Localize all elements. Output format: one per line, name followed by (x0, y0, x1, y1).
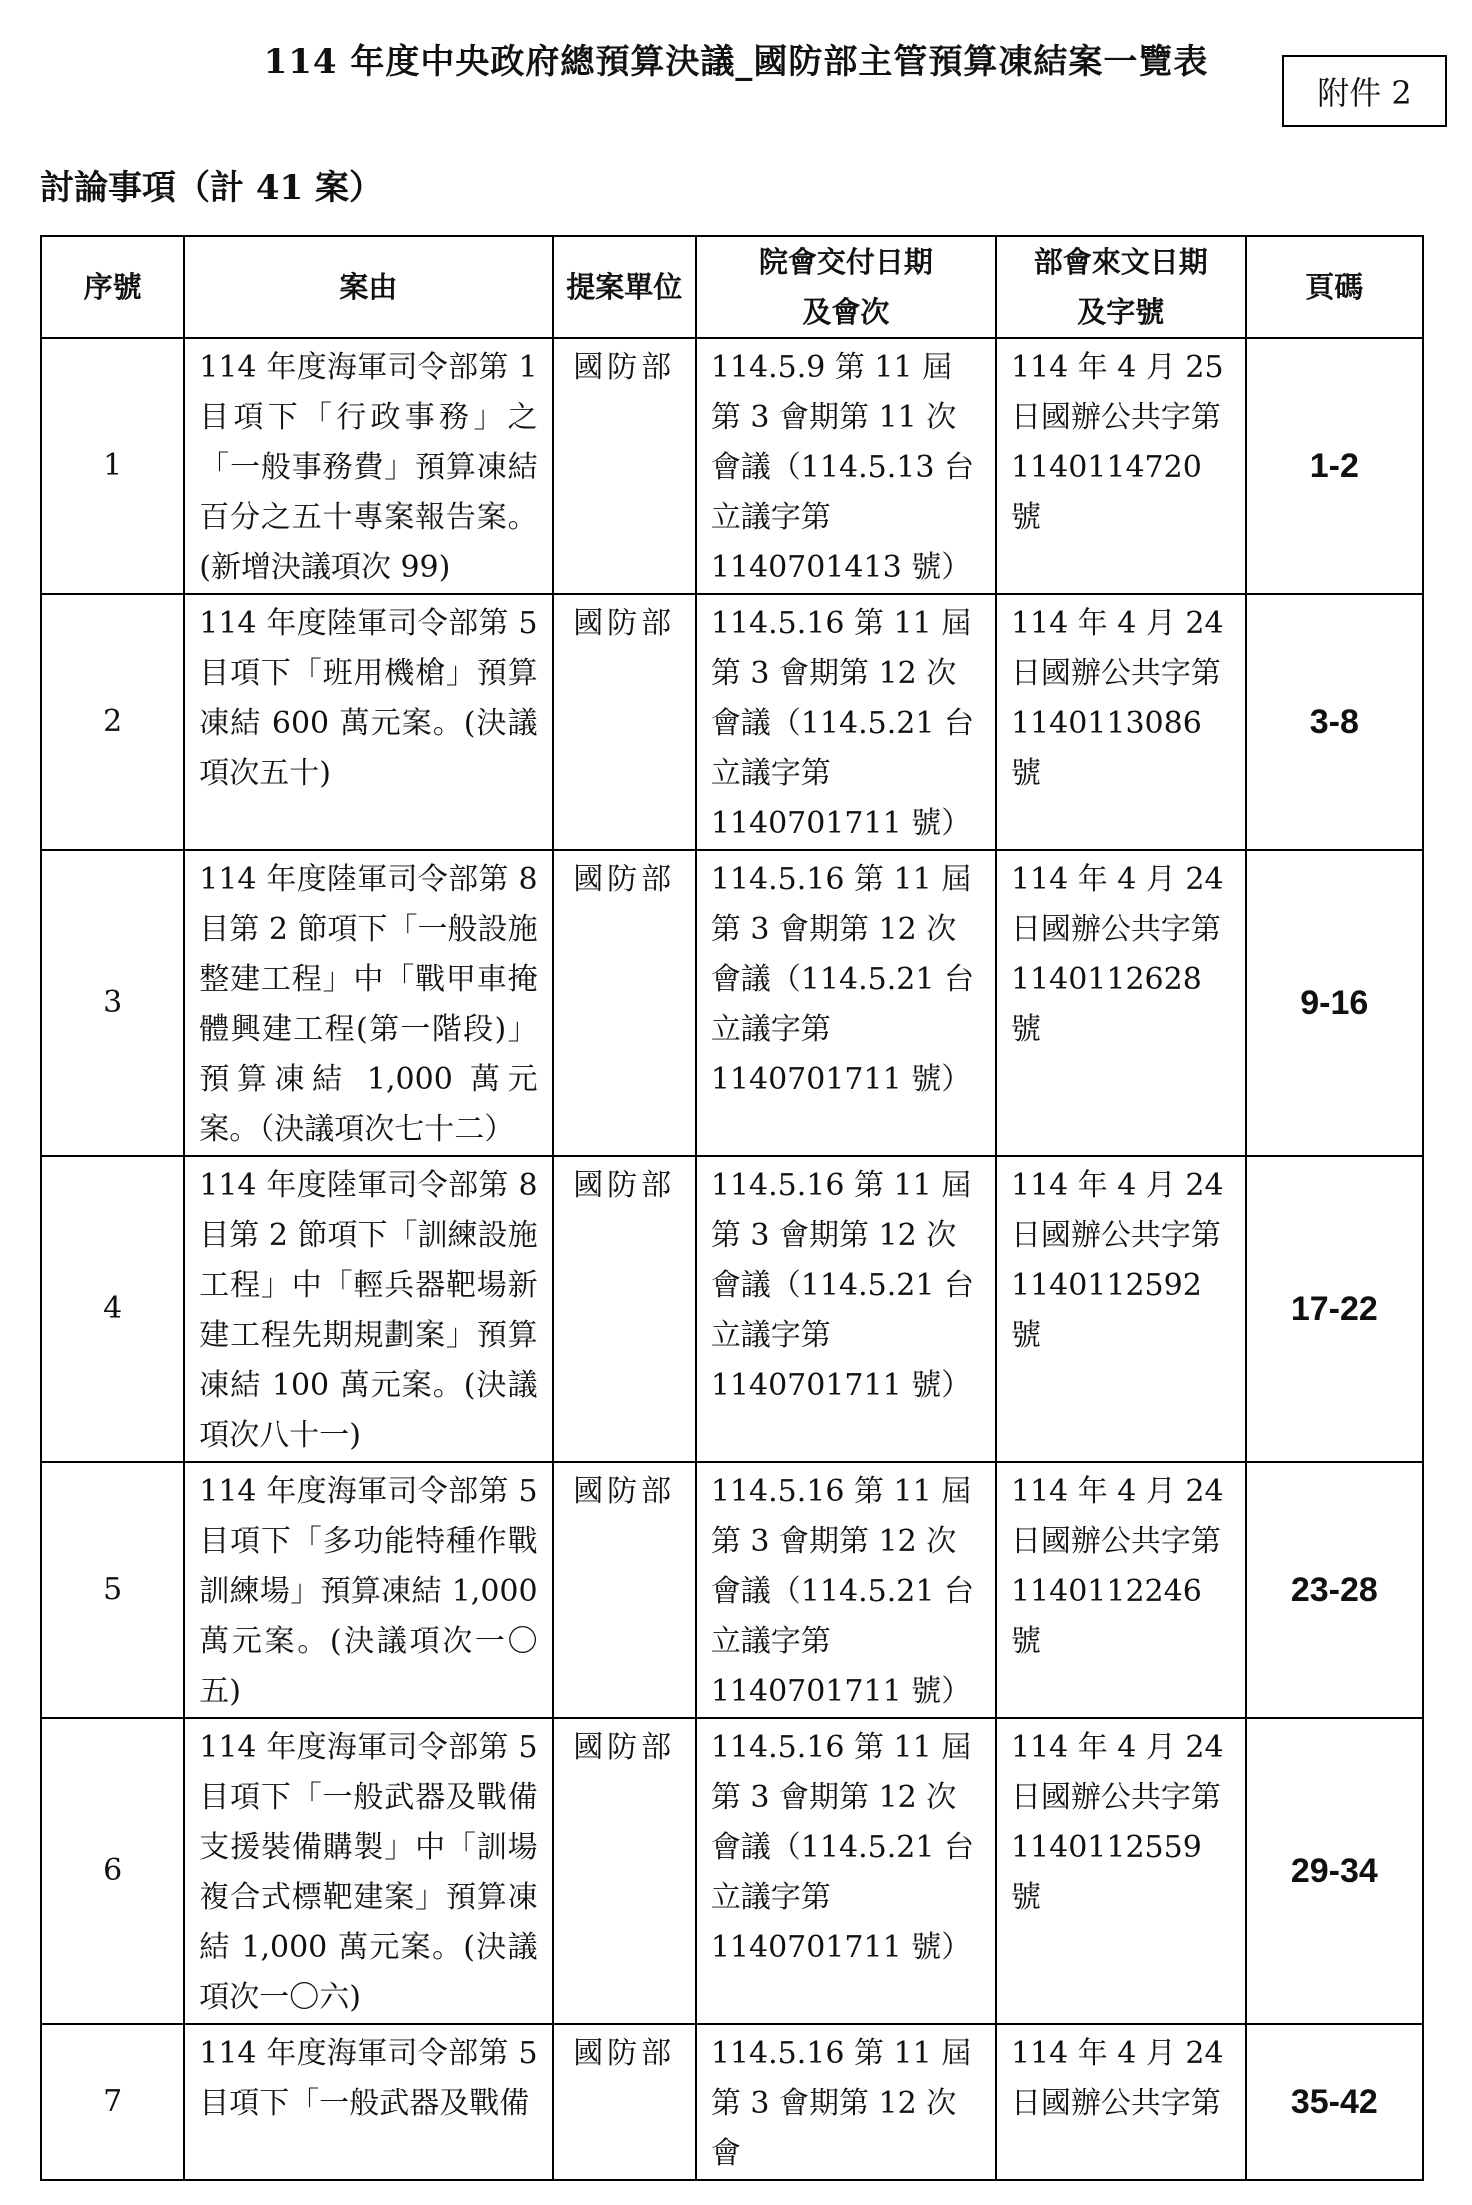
row-seq: 2 (41, 594, 184, 850)
table-row (41, 594, 1423, 850)
frozen-budget-table (40, 235, 1424, 2181)
row-page: 35-42 (1246, 2024, 1423, 2180)
row-assembly: 114.5.16 第 11 屆第 3 會期第 12 次會議（114.5.21 台立議字第 1140701711 號） (696, 1462, 996, 1718)
row-reason: 114 年度海軍司令部第 5 目項下「一般武器及戰備支援裝備購製」中「訓場複合式標靶建案」預算凍結 1,000 萬元案。(決議項次一〇六) (184, 1718, 552, 2024)
row-reason: 114 年度海軍司令部第 5 目項下「多功能特種作戰訓練場」預算凍結 1,000 萬元案。(決議項次一〇五) (184, 1462, 552, 1718)
row-reason: 114 年度陸軍司令部第 8 目第 2 節項下「訓練設施工程」中「輕兵器靶場新建工程先期規劃案」預算凍結 100 萬元案。(決議項次八十一) (184, 1156, 552, 1462)
row-assembly: 114.5.16 第 11 屆第 3 會期第 12 次會議（114.5.21 台立議字第 1140701711 號） (696, 1156, 996, 1462)
row-seq: 4 (41, 1156, 184, 1462)
row-assembly: 114.5.16 第 11 屆第 3 會期第 12 次會議（114.5.21 台立議字第 1140701711 號） (696, 850, 996, 1156)
row-seq: 7 (41, 2024, 184, 2180)
header-ministry (996, 236, 1246, 338)
header-ministry-line2: 及字號 (1077, 295, 1165, 329)
row-page: 9-16 (1246, 850, 1423, 1156)
table-row (41, 2024, 1423, 2180)
attachment-label: 附件 2 (1282, 55, 1447, 127)
row-seq: 5 (41, 1462, 184, 1718)
document-title: 114 年度中央政府總預算決議_國防部主管預算凍結案一覽表 (263, 42, 1209, 82)
table-row (41, 338, 1423, 594)
row-ministry: 114 年 4 月 24 日國辦公共字第 (996, 2024, 1246, 2180)
header-seq: 序號 (41, 236, 184, 338)
table-row (41, 850, 1423, 1156)
row-reason: 114 年度海軍司令部第 5 目項下「一般武器及戰備 (184, 2024, 552, 2180)
row-page: 17-22 (1246, 1156, 1423, 1462)
header-reason: 案由 (184, 236, 552, 338)
row-ministry: 114 年 4 月 24 日國辦公共字第 1140112628 號 (996, 850, 1246, 1156)
row-unit: 國防部 (553, 594, 696, 850)
table-row (41, 1462, 1423, 1718)
row-page: 23-28 (1246, 1462, 1423, 1718)
row-assembly: 114.5.16 第 11 屆第 3 會期第 12 次會議（114.5.21 台立議字第 1140701711 號） (696, 594, 996, 850)
header-assembly-line2: 及會次 (802, 295, 890, 329)
row-seq: 1 (41, 338, 184, 594)
header-page: 頁碼 (1246, 236, 1423, 338)
row-unit: 國防部 (553, 338, 696, 594)
row-assembly: 114.5.16 第 11 屆第 3 會期第 12 次會議（114.5.21 台立議字第 1140701711 號） (696, 1718, 996, 2024)
header-assembly (696, 236, 996, 338)
row-unit: 國防部 (553, 1718, 696, 2024)
row-page: 3-8 (1246, 594, 1423, 850)
row-reason: 114 年度陸軍司令部第 8 目第 2 節項下「一般設施整建工程」中「戰甲車掩體興建工程(第一階段)」預算凍結 1,000 萬元案。（決議項次七十二） (184, 850, 552, 1156)
header-unit: 提案單位 (553, 236, 696, 338)
row-reason: 114 年度海軍司令部第 1 目項下「行政事務」之「一般事務費」預算凍結百分之五十專案報告案。(新增決議項次 99) (184, 338, 552, 594)
table-row (41, 1718, 1423, 2024)
row-seq: 6 (41, 1718, 184, 2024)
row-page: 1-2 (1246, 338, 1423, 594)
header-assembly-line1: 院會交付日期 (758, 245, 933, 279)
section-heading: 討論事項（計 41 案） (40, 168, 383, 208)
row-ministry: 114 年 4 月 24 日國辦公共字第 1140112592 號 (996, 1156, 1246, 1462)
row-unit: 國防部 (553, 850, 696, 1156)
row-assembly: 114.5.9 第 11 屆第 3 會期第 11 次會議（114.5.13 台立議字第 1140701413 號） (696, 338, 996, 594)
row-unit: 國防部 (553, 1156, 696, 1462)
row-ministry: 114 年 4 月 24 日國辦公共字第 1140112246 號 (996, 1462, 1246, 1718)
table-header-row (41, 236, 1423, 338)
row-seq: 3 (41, 850, 184, 1156)
row-ministry: 114 年 4 月 24 日國辦公共字第 1140113086 號 (996, 594, 1246, 850)
row-unit: 國防部 (553, 1462, 696, 1718)
row-unit: 國防部 (553, 2024, 696, 2180)
table-row (41, 1156, 1423, 1462)
row-assembly: 114.5.16 第 11 屆第 3 會期第 12 次會 (696, 2024, 996, 2180)
row-ministry: 114 年 4 月 24 日國辦公共字第 1140112559 號 (996, 1718, 1246, 2024)
header-ministry-line1: 部會來文日期 (1033, 245, 1208, 279)
row-reason: 114 年度陸軍司令部第 5 目項下「班用機槍」預算凍結 600 萬元案。(決議項次五十) (184, 594, 552, 850)
row-ministry: 114 年 4 月 25 日國辦公共字第 1140114720 號 (996, 338, 1246, 594)
row-page: 29-34 (1246, 1718, 1423, 2024)
